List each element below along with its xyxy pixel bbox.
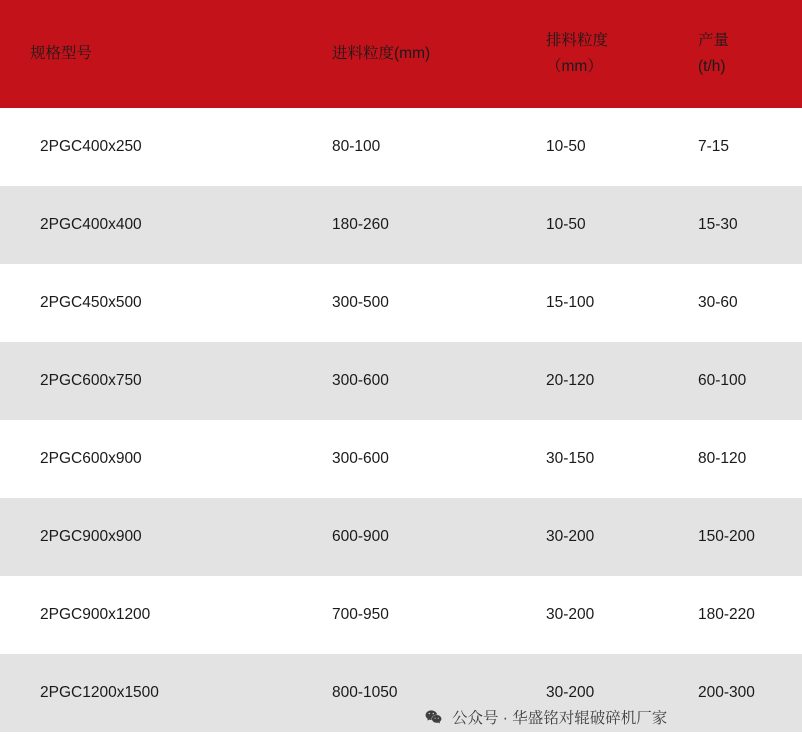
watermark-text: 公众号 · 华盛铭对辊破碎机厂家: [452, 710, 668, 727]
cell-discharge-size: 30-200: [506, 498, 658, 576]
cell-discharge-size: 15-100: [506, 264, 658, 342]
wechat-icon: [424, 708, 443, 727]
cell-feed-size: 300-600: [292, 342, 506, 420]
cell-model: 2PGC400x400: [0, 186, 292, 264]
header-row: [0, 0, 802, 108]
table-body: [0, 108, 802, 732]
header-line-1: 排料粒度: [546, 31, 609, 49]
cell-discharge-size: 30-150: [506, 420, 658, 498]
cell-model: 2PGC1200x1500: [0, 654, 292, 732]
cell-discharge-size: 20-120: [506, 342, 658, 420]
table-row: [0, 186, 802, 264]
table-row: [0, 576, 802, 654]
table-row: [0, 420, 802, 498]
cell-feed-size: 700-950: [292, 576, 506, 654]
cell-feed-size: 600-900: [292, 498, 506, 576]
cell-feed-size: 80-100: [292, 108, 506, 186]
column-header-feed-size: [292, 0, 506, 108]
header-line-1: 产量: [698, 31, 730, 49]
cell-capacity: 200-300: [658, 654, 802, 732]
cell-discharge-size: 10-50: [506, 186, 658, 264]
cell-feed-size: 180-260: [292, 186, 506, 264]
watermark: [424, 706, 667, 728]
header-line-2: (t/h): [698, 58, 726, 75]
cell-model: 2PGC900x900: [0, 498, 292, 576]
cell-discharge-size: 10-50: [506, 108, 658, 186]
cell-discharge-size: 30-200: [506, 576, 658, 654]
cell-feed-size: 300-600: [292, 420, 506, 498]
table-header: [0, 0, 802, 108]
cell-model: 2PGC900x1200: [0, 576, 292, 654]
cell-discharge-size: 30-200: [506, 654, 658, 732]
header-line-1: 规格型号: [30, 44, 93, 62]
cell-capacity: 80-120: [658, 420, 802, 498]
table-row: [0, 342, 802, 420]
cell-capacity: 30-60: [658, 264, 802, 342]
table-row: [0, 108, 802, 186]
cell-model: 2PGC400x250: [0, 108, 292, 186]
cell-capacity: 180-220: [658, 576, 802, 654]
cell-capacity: 60-100: [658, 342, 802, 420]
cell-feed-size: 800-1050: [292, 654, 506, 732]
cell-capacity: 15-30: [658, 186, 802, 264]
column-header-model: [0, 0, 292, 108]
cell-capacity: 150-200: [658, 498, 802, 576]
cell-model: 2PGC450x500: [0, 264, 292, 342]
header-line-1: 进料粒度(mm): [332, 44, 431, 62]
cell-model: 2PGC600x750: [0, 342, 292, 420]
cell-model: 2PGC600x900: [0, 420, 292, 498]
table-row: [0, 498, 802, 576]
cell-feed-size: 300-500: [292, 264, 506, 342]
cell-capacity: 7-15: [658, 108, 802, 186]
column-header-discharge-size: [506, 0, 658, 108]
column-header-capacity: [658, 0, 802, 108]
table-row: [0, 264, 802, 342]
table-row: [0, 654, 802, 732]
header-line-2: （mm）: [546, 58, 603, 75]
